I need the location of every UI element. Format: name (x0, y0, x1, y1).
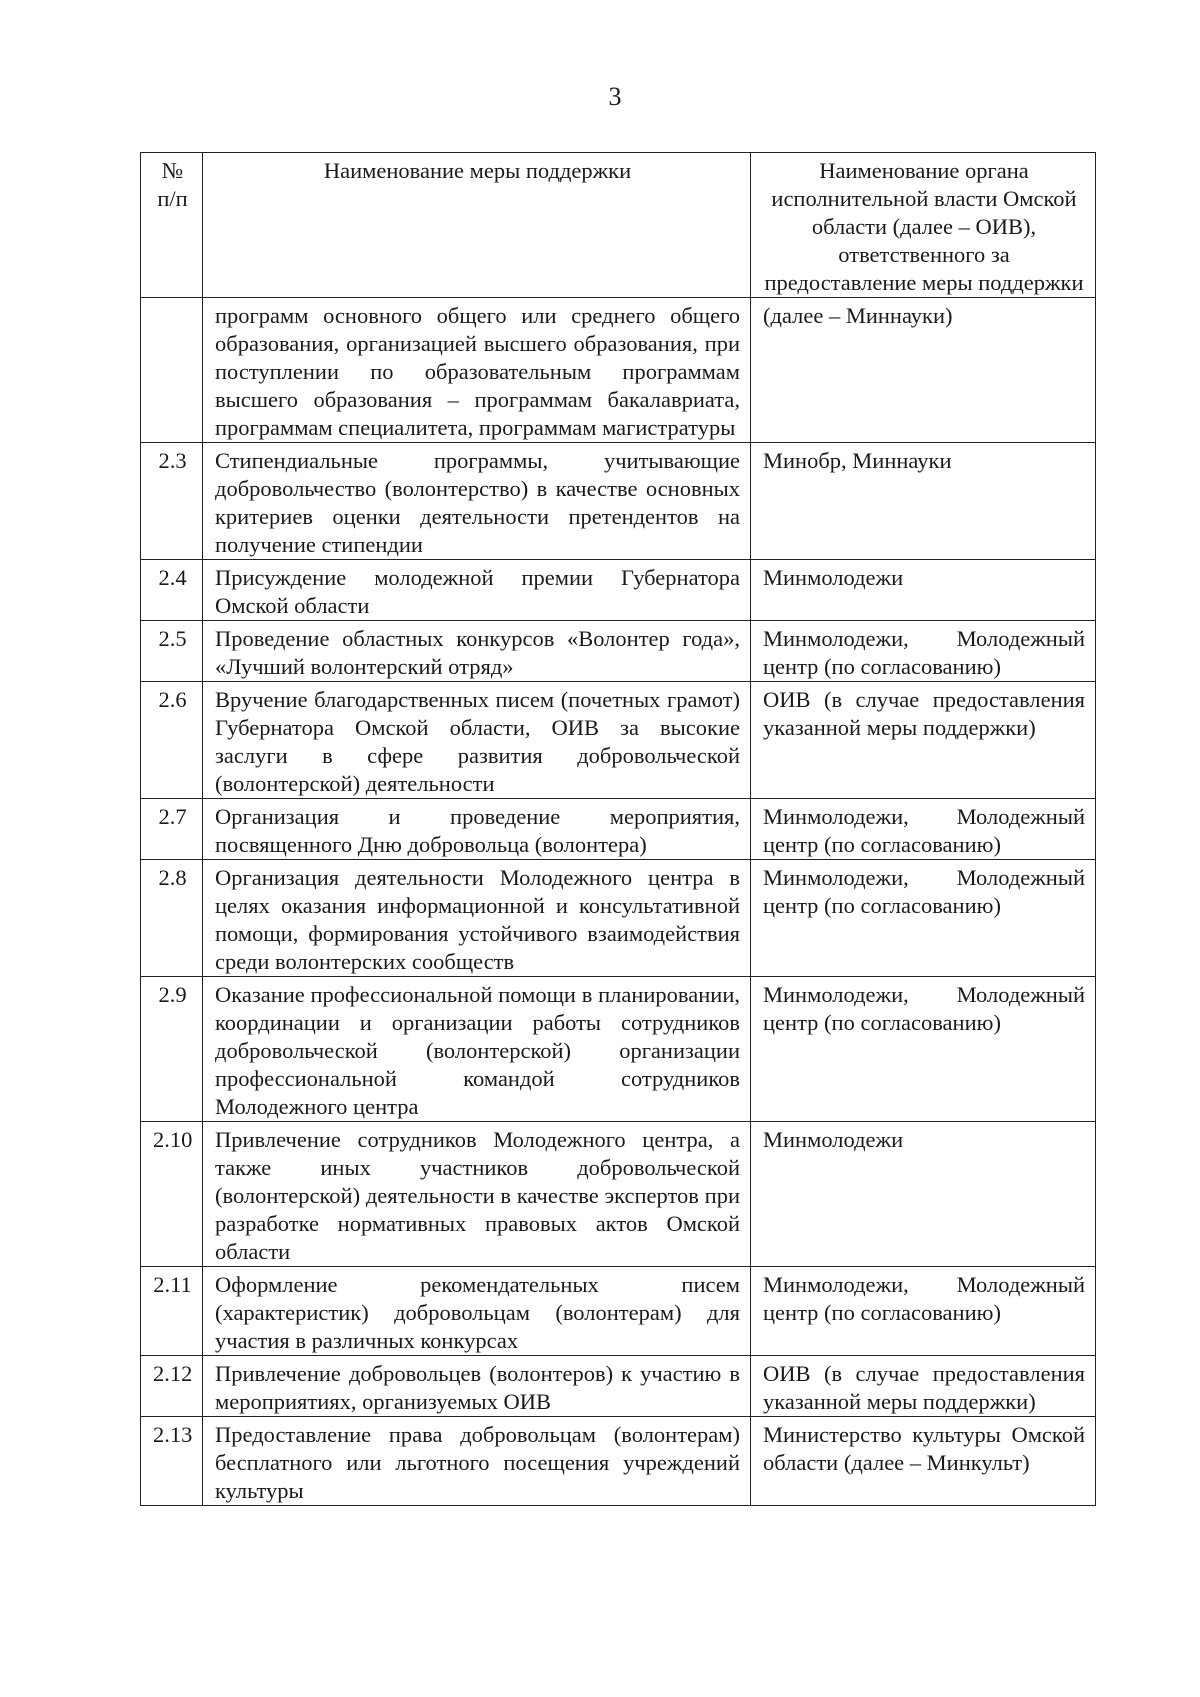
header-responsible-body: Наименование органа исполнительной власти Омской области (далее – ОИВ), ответственного за предоставление меры поддержки (751, 153, 1096, 298)
page-number: 3 (608, 82, 622, 111)
row-responsible-body: Минмолодежи (751, 1122, 1096, 1267)
table-row (141, 443, 1096, 560)
table-row (141, 1267, 1096, 1356)
row-measure-name: Вручение благодарственных писем (почетных грамот) Губернатора Омской области, ОИВ за высокие заслуги в сфере развития добровольческой (волонтерской) деятельности (203, 682, 751, 799)
row-measure-name: Предоставление права добровольцам (волонтерам) бесплатного или льготного посещения учреждений культуры (203, 1417, 751, 1506)
table-row (141, 1356, 1096, 1417)
table-row (141, 560, 1096, 621)
table-row (141, 860, 1096, 977)
row-responsible-body: Минмолодежи, Молодежный центр (по согласованию) (751, 977, 1096, 1122)
row-num: 2.4 (141, 560, 203, 621)
table-header-row (141, 153, 1096, 298)
row-measure-name: Привлечение добровольцев (волонтеров) к участию в мероприятиях, организуемых ОИВ (203, 1356, 751, 1417)
table-row (141, 977, 1096, 1122)
row-responsible-body: ОИВ (в случае предоставления указанной меры поддержки) (751, 682, 1096, 799)
row-measure-name: Привлечение сотрудников Молодежного центра, а также иных участников добровольческой (волонтерской) деятельности в качестве экспертов при разработке нормативных правовых актов Омской области (203, 1122, 751, 1267)
table-row (141, 1122, 1096, 1267)
row-num: 2.8 (141, 860, 203, 977)
row-responsible-body: Минмолодежи, Молодежный центр (по согласованию) (751, 799, 1096, 860)
table-row (141, 799, 1096, 860)
support-measures-table (140, 152, 1096, 1506)
row-responsible-body: ОИВ (в случае предоставления указанной меры поддержки) (751, 1356, 1096, 1417)
row-num: 2.7 (141, 799, 203, 860)
row-num: 2.5 (141, 621, 203, 682)
row-num: 2.6 (141, 682, 203, 799)
row-measure-name: Присуждение молодежной премии Губернатора Омской области (203, 560, 751, 621)
row-responsible-body: Министерство культуры Омской области (далее – Минкульт) (751, 1417, 1096, 1506)
row-responsible-body: (далее – Миннауки) (751, 298, 1096, 443)
header-num: № п/п (141, 153, 203, 298)
table-row (141, 298, 1096, 443)
table-row (141, 1417, 1096, 1506)
row-responsible-body: Минмолодежи, Молодежный центр (по согласованию) (751, 1267, 1096, 1356)
row-responsible-body: Минмолодежи (751, 560, 1096, 621)
row-responsible-body: Минмолодежи, Молодежный центр (по согласованию) (751, 621, 1096, 682)
row-measure-name: Оказание профессиональной помощи в планировании, координации и организации работы сотрудников добровольческой (волонтерской) организации профессиональной командой сотрудников Молодежного центра (203, 977, 751, 1122)
row-measure-name: Оформление рекомендательных писем (характеристик) добровольцам (волонтерам) для участия в различных конкурсах (203, 1267, 751, 1356)
row-measure-name: Стипендиальные программы, учитывающие добровольчество (волонтерство) в качестве основных критериев оценки деятельности претендентов на получение стипендии (203, 443, 751, 560)
row-num: 2.9 (141, 977, 203, 1122)
row-num: 2.13 (141, 1417, 203, 1506)
header-measure-name: Наименование меры поддержки (203, 153, 751, 298)
row-num: 2.11 (141, 1267, 203, 1356)
table-row (141, 621, 1096, 682)
row-num (141, 298, 203, 443)
row-num: 2.3 (141, 443, 203, 560)
row-responsible-body: Минмолодежи, Молодежный центр (по согласованию) (751, 860, 1096, 977)
row-num: 2.10 (141, 1122, 203, 1267)
row-measure-name: Проведение областных конкурсов «Волонтер года», «Лучший волонтерский отряд» (203, 621, 751, 682)
row-measure-name: Организация и проведение мероприятия, посвященного Дню добровольца (волонтера) (203, 799, 751, 860)
table-row (141, 682, 1096, 799)
row-responsible-body: Минобр, Миннауки (751, 443, 1096, 560)
row-measure-name: Организация деятельности Молодежного центра в целях оказания информационной и консультативной помощи, формирования устойчивого взаимодействия среди волонтерских сообществ (203, 860, 751, 977)
row-measure-name: программ основного общего или среднего общего образования, организацией высшего образования, при поступлении по образовательным программам высшего образования – программам бакалавриата, программам специалитета, программам магистратуры (203, 298, 751, 443)
row-num: 2.12 (141, 1356, 203, 1417)
